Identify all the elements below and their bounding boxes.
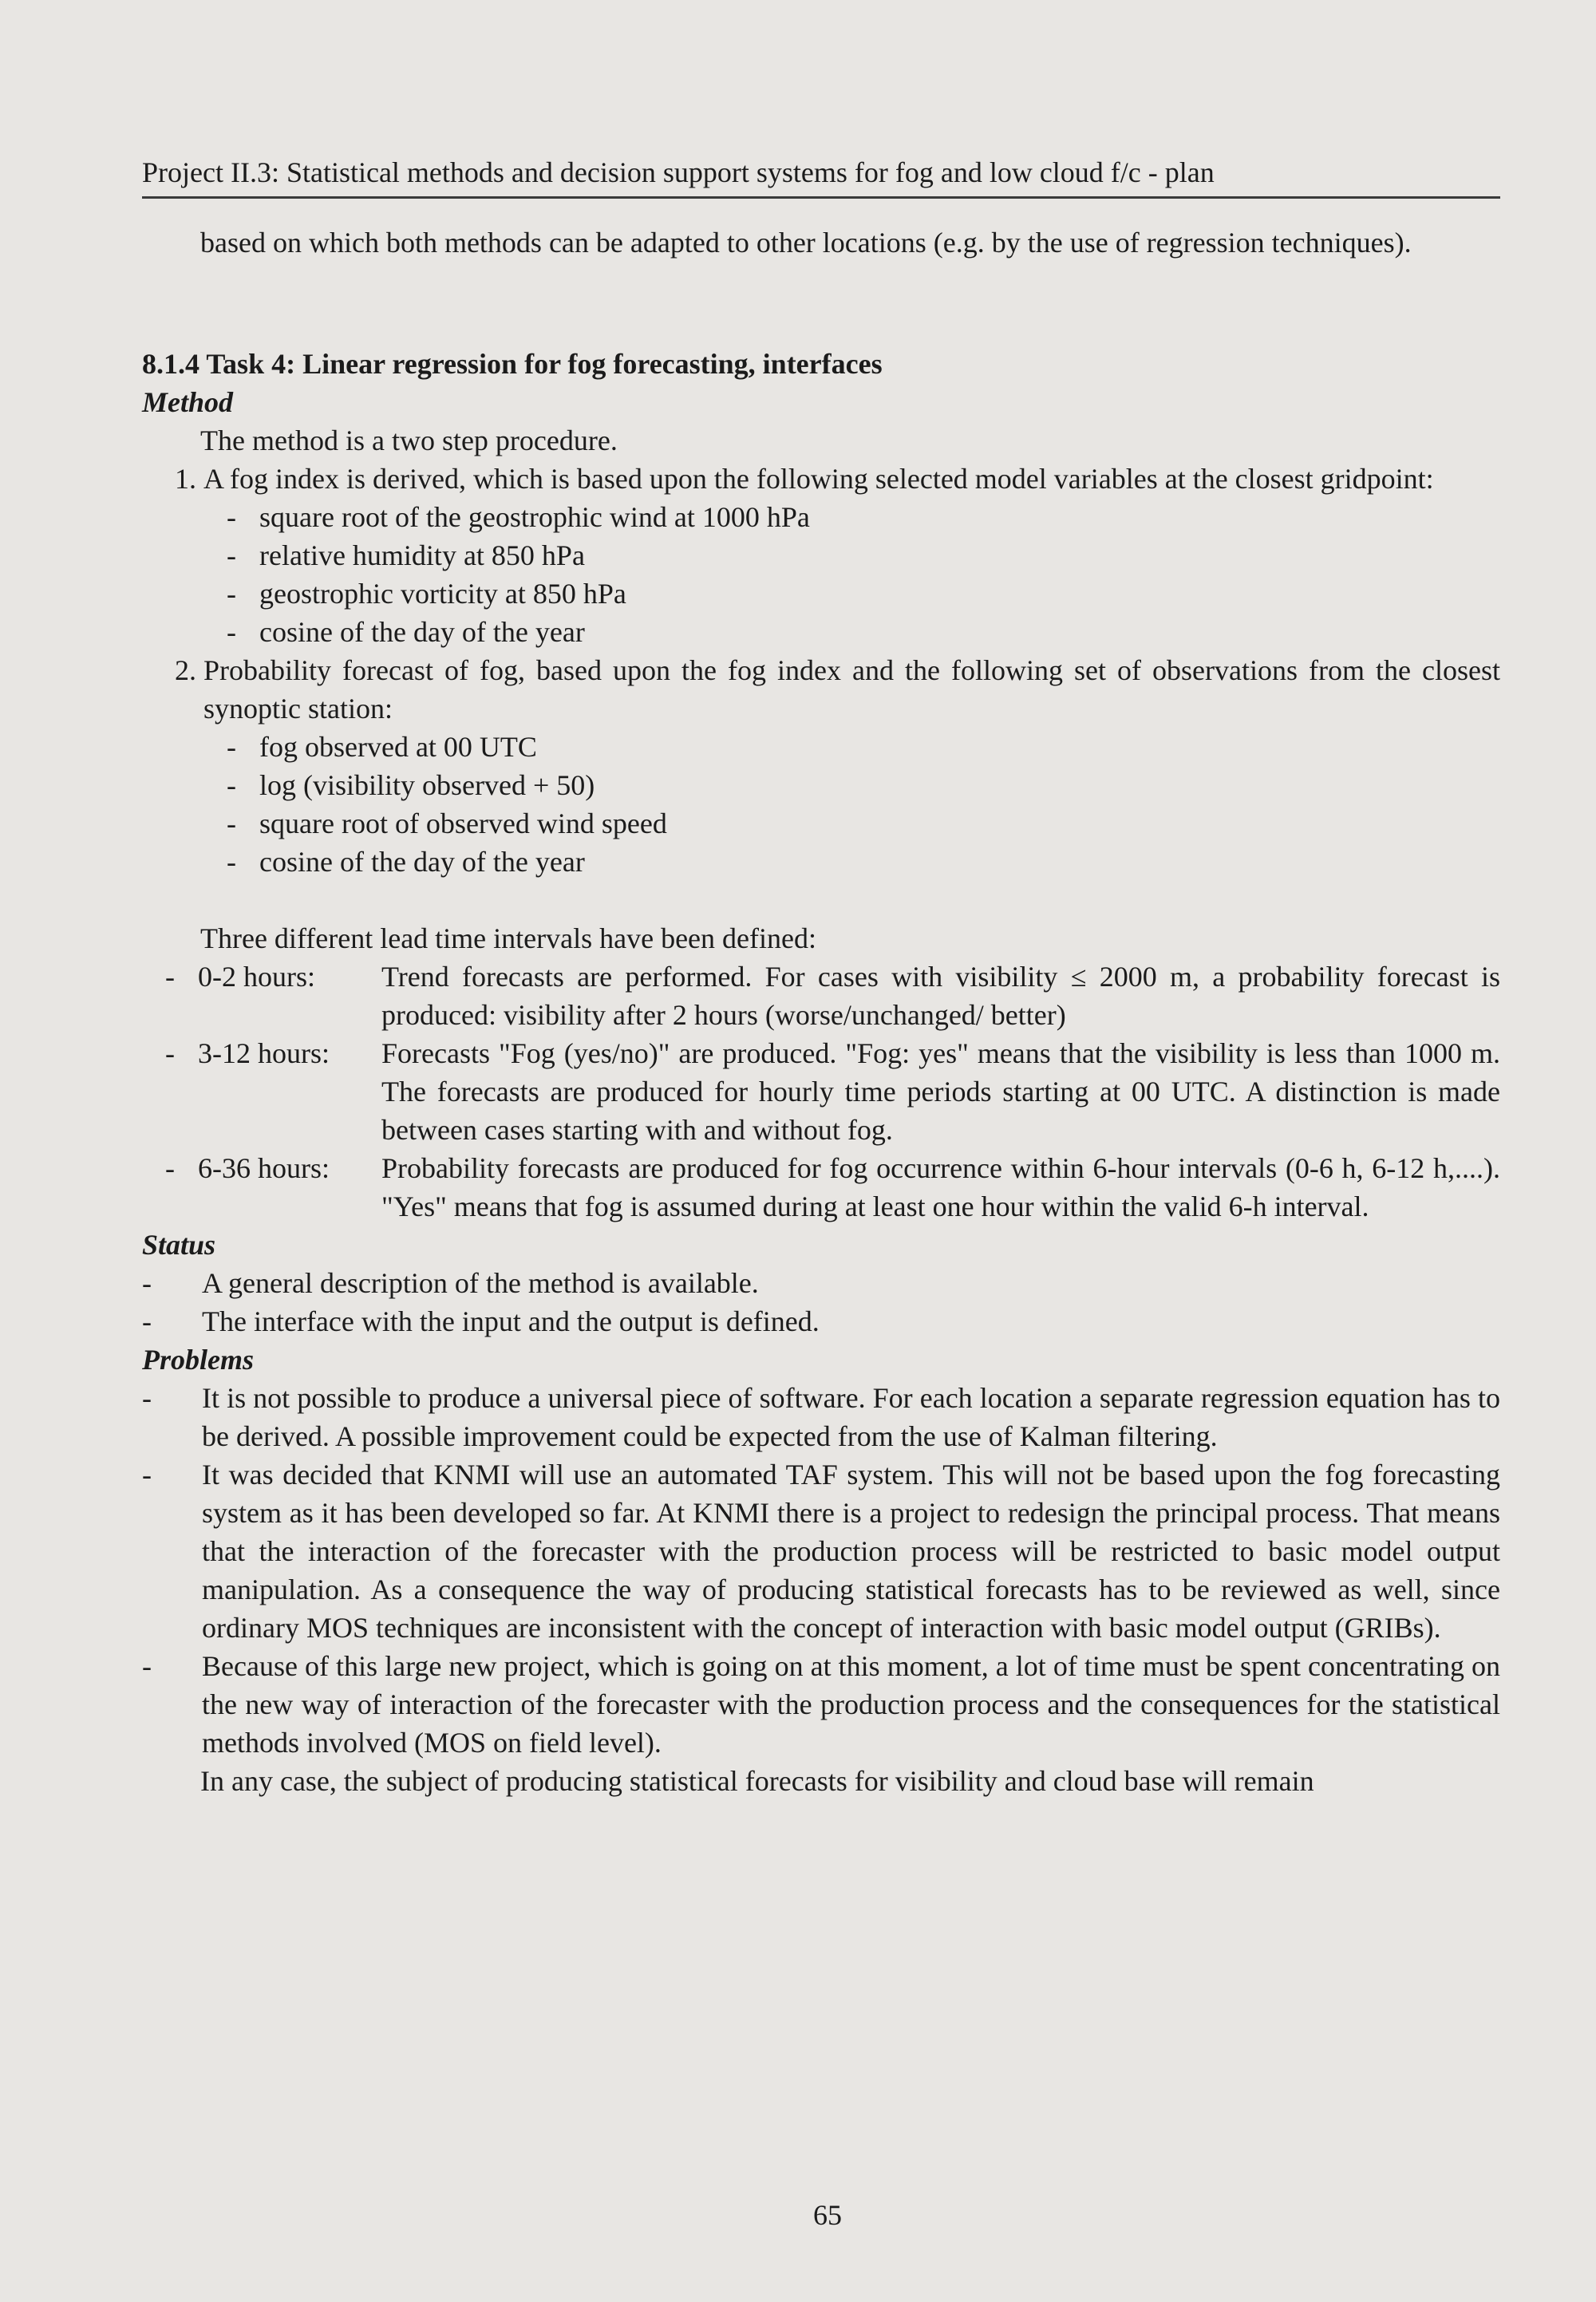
list-item (142, 575, 1500, 613)
list-item (142, 1302, 1500, 1341)
list-item-text: geostrophic vorticity at 850 hPa (259, 578, 626, 610)
list-item (142, 1455, 1500, 1647)
list-item (142, 536, 1500, 575)
lead-time-text: Probability forecasts are produced for fog occurrence within 6-hour intervals (0-6 h, 6-12 h,....). "Yes" means that fog is assumed during at least one hour within the valid 6-h interval. (381, 1152, 1500, 1222)
bullet-dash: - (227, 846, 236, 878)
bullet-dash: - (227, 539, 236, 571)
lead-time-label: 6-36 hours: (198, 1152, 330, 1184)
list-item (142, 1379, 1500, 1455)
bullet-dash: - (227, 501, 236, 533)
step-number: 1. (175, 463, 196, 495)
bullet-dash: - (227, 731, 236, 763)
method-step-1 (142, 460, 1500, 498)
list-item (142, 843, 1500, 881)
step-text: Probability forecast of fog, based upon the fog index and the following set of observations from the closest synoptic station: (203, 654, 1500, 725)
bullet-dash: - (227, 616, 236, 648)
page-number: 65 (813, 2199, 842, 2231)
list-item (142, 728, 1500, 766)
lead-time-intro: Three different lead time intervals have been defined: (200, 922, 816, 954)
lead-time-text: Forecasts "Fog (yes/no)" are produced. "Fog: yes" means that the visibility is less than 1000 m. The forecasts are produced for hourly time periods starting at 00 UTC. A distinction is made between cases starting with and without fog. (381, 1037, 1500, 1146)
method-heading: Method (142, 386, 234, 418)
list-item (142, 613, 1500, 651)
method-step-2 (142, 651, 1500, 728)
closing-paragraph: In any case, the subject of producing statistical forecasts for visibility and cloud base will remain (200, 1765, 1314, 1797)
list-item-text: square root of the geostrophic wind at 1000 hPa (259, 501, 810, 533)
bullet-dash: - (142, 1382, 152, 1414)
bullet-dash: - (227, 769, 236, 801)
bullet-dash: - (142, 1305, 152, 1337)
section-title: 8.1.4 Task 4: Linear regression for fog forecasting, interfaces (142, 348, 883, 380)
bullet-dash: - (142, 1267, 152, 1299)
problem-item: It is not possible to produce a universal piece of software. For each location a separate regression equation has to be derived. A possible improvement could be expected from the use of Kalman filtering. (202, 1382, 1500, 1452)
list-item-text: relative humidity at 850 hPa (259, 539, 585, 571)
list-item-text: cosine of the day of the year (259, 616, 585, 648)
list-item (142, 1264, 1500, 1302)
bullet-dash: - (165, 961, 175, 993)
lead-time-row (142, 1149, 1500, 1226)
list-item (142, 804, 1500, 843)
intro-paragraph: based on which both methods can be adapted to other locations (e.g. by the use of regression techniques). (200, 227, 1412, 259)
bullet-dash: - (142, 1650, 152, 1682)
lead-time-row (142, 958, 1500, 1034)
step-text: A fog index is derived, which is based upon the following selected model variables at the closest gridpoint: (203, 463, 1434, 495)
list-item (142, 766, 1500, 804)
bullet-dash: - (165, 1037, 175, 1069)
lead-time-label: 0-2 hours: (198, 961, 315, 993)
list-item (142, 498, 1500, 536)
method-intro: The method is a two step procedure. (200, 424, 618, 456)
list-item-text: log (visibility observed + 50) (259, 769, 595, 801)
bullet-dash: - (227, 578, 236, 610)
problem-item: Because of this large new project, which is going on at this moment, a lot of time must be spent concentrating on the new way of interaction of the forecaster with the production process and the consequences for the statistical methods involved (MOS on field level). (202, 1650, 1500, 1759)
problem-item: It was decided that KNMI will use an automated TAF system. This will not be based upon the fog forecasting system as it has been developed so far. At KNMI there is a project to redesign the principal process. That means that the interaction of the forecaster with the production process will be restricted to basic model output manipulation. As a consequence the way of producing statistical forecasts has to be reviewed as well, since ordinary MOS techniques are inconsistent with the concept of interaction with basic model output (GRIBs). (202, 1459, 1500, 1644)
bullet-dash: - (227, 807, 236, 839)
page-content (142, 223, 1500, 1800)
lead-time-row (142, 1034, 1500, 1149)
bullet-dash: - (165, 1152, 175, 1184)
status-heading: Status (142, 1229, 216, 1261)
running-header: Project II.3: Statistical methods and decision support systems for fog and low cloud f/c - plan (142, 150, 1500, 199)
lead-time-label: 3-12 hours: (198, 1037, 330, 1069)
list-item-text: fog observed at 00 UTC (259, 731, 537, 763)
status-item: The interface with the input and the output is defined. (202, 1305, 820, 1337)
bullet-dash: - (142, 1459, 152, 1491)
step-number: 2. (175, 654, 196, 686)
status-item: A general description of the method is available. (202, 1267, 759, 1299)
problems-heading: Problems (142, 1344, 254, 1376)
list-item (142, 1647, 1500, 1762)
list-item-text: square root of observed wind speed (259, 807, 667, 839)
list-item-text: cosine of the day of the year (259, 846, 585, 878)
lead-time-text: Trend forecasts are performed. For cases with visibility ≤ 2000 m, a probability forecast is produced: visibility after 2 hours (worse/unchanged/ better) (381, 961, 1500, 1031)
